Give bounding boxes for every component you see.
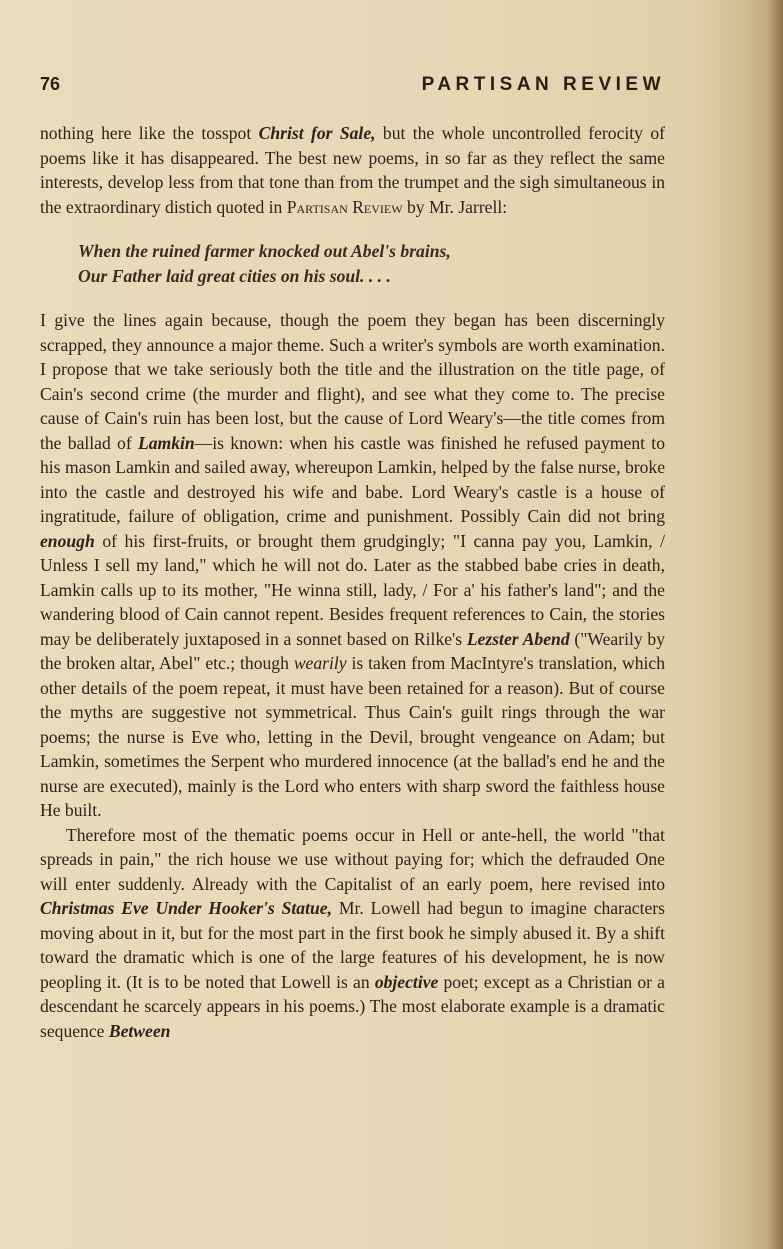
title-lamkin: Lamkin <box>137 432 195 453</box>
title-christmas-eve: Christmas Eve Under Hooker's Statue, <box>40 898 332 918</box>
text-run: Mr. Lowell had begun to imagine characters moving about in it, but for the most part in the first book he simply abused it. By a shift toward the dramatic which is one of the large features of his development, he is now peopling it. (It is to be noted that Lowell is an <box>40 898 665 992</box>
text-run: ("Wearily by the broken altar, Abel" etc.; though <box>40 628 665 673</box>
text-run: I give the lines again because, though the poem they began has been discerningly scrapped, they announce a major theme. Such a writer's symbols are worth examination. I propose that we take seriously both the title and the illustration on the title page, of Cain's second crime (the murder and flight), and see what they come to. The precise cause of Cain's ruin has been lost, but the cause of Lord Weary's—the title comes from the ballad of <box>40 310 665 453</box>
paragraph-2 <box>40 308 665 823</box>
page-header <box>40 74 665 100</box>
emphasis-wearily: wearily <box>293 653 347 673</box>
paragraph-1 <box>40 121 665 219</box>
page-gutter <box>765 0 783 1249</box>
text-run: Therefore most of the thematic poems occur in Hell or ante-hell, the world "that spreads in pain," the rich house we use without paying for; which the defrauded One will enter suddenly. Already with the Capitalist of an early poem, here revised into <box>40 824 665 894</box>
running-head: PARTISAN REVIEW <box>421 74 665 95</box>
text-run: of his first-fruits, or brought them grudgingly; "I canna pay you, Lamkin, / Unless I sell my land," which he will not do. Later as the stabbed babe cries in death, Lamkin calls up to its mother, "He winna still, lady, / For a' his father's land"; and the wandering blood of Cain cannot repent. Besides frequent references to Cain, the stories may be deliberately juxtaposed in a sonnet based on Rilke's <box>40 530 665 649</box>
text-run: nothing here like the tosspot <box>40 123 259 143</box>
page-number: 76 <box>40 74 61 94</box>
text-run: —is known: when his castle was finished he refused payment to his mason Lamkin and sailed away, whereupon Lamkin, helped by the false nurse, broke into the castle and destroyed his wife and babe. Lord Weary's castle is a house of ingratitude, failure of obligation, crime and punishment. Possibly Cain did not bring <box>40 432 665 526</box>
emphasis-objective: objective <box>374 971 439 992</box>
verse-line-2: Our Father laid great cities on his soul. . . . <box>78 265 391 286</box>
text-run: by Mr. Jarrell: <box>402 196 508 217</box>
journal-name: Partisan Review <box>286 196 403 217</box>
text-run: but the whole uncontrolled ferocity of poems like it has disappeared. The best new poems, in so far as they reflect the same interests, develop less from that tone than from the trumpet and the sigh simultaneous in the extraordinary distich quoted in <box>40 123 665 217</box>
title-christ-for-sale: Christ for Sale, <box>258 123 376 143</box>
title-lezster-abend: Lezster Abend <box>466 628 570 649</box>
paragraph-3 <box>40 823 665 1044</box>
text-run: is taken from MacIntyre's translation, which other details of the poem repeat, it must have been retained for a reason). But of course the myths are suggestive not symmetrical. Thus Cain's guilt rings through the war poems; the nurse is Eve who, letting in the Devil, brought vengeance on Adam; but Lamkin, sometimes the Serpent who murdered innocence (at the ballad's end he and the nurse are executed), mainly is the Lord who enters with sharp sword the faithless house He built. <box>40 653 666 820</box>
title-between: Between <box>108 1020 171 1041</box>
emphasis-enough: enough <box>40 530 95 551</box>
verse-quote <box>78 239 665 288</box>
verse-line-1: When the ruined farmer knocked out Abel's brains, <box>78 241 451 261</box>
body-text <box>40 121 665 1043</box>
text-run: poet; except as a Christian or a descendant he scarcely appears in his poems.) The most elaborate example is a dramatic sequence <box>40 971 665 1041</box>
